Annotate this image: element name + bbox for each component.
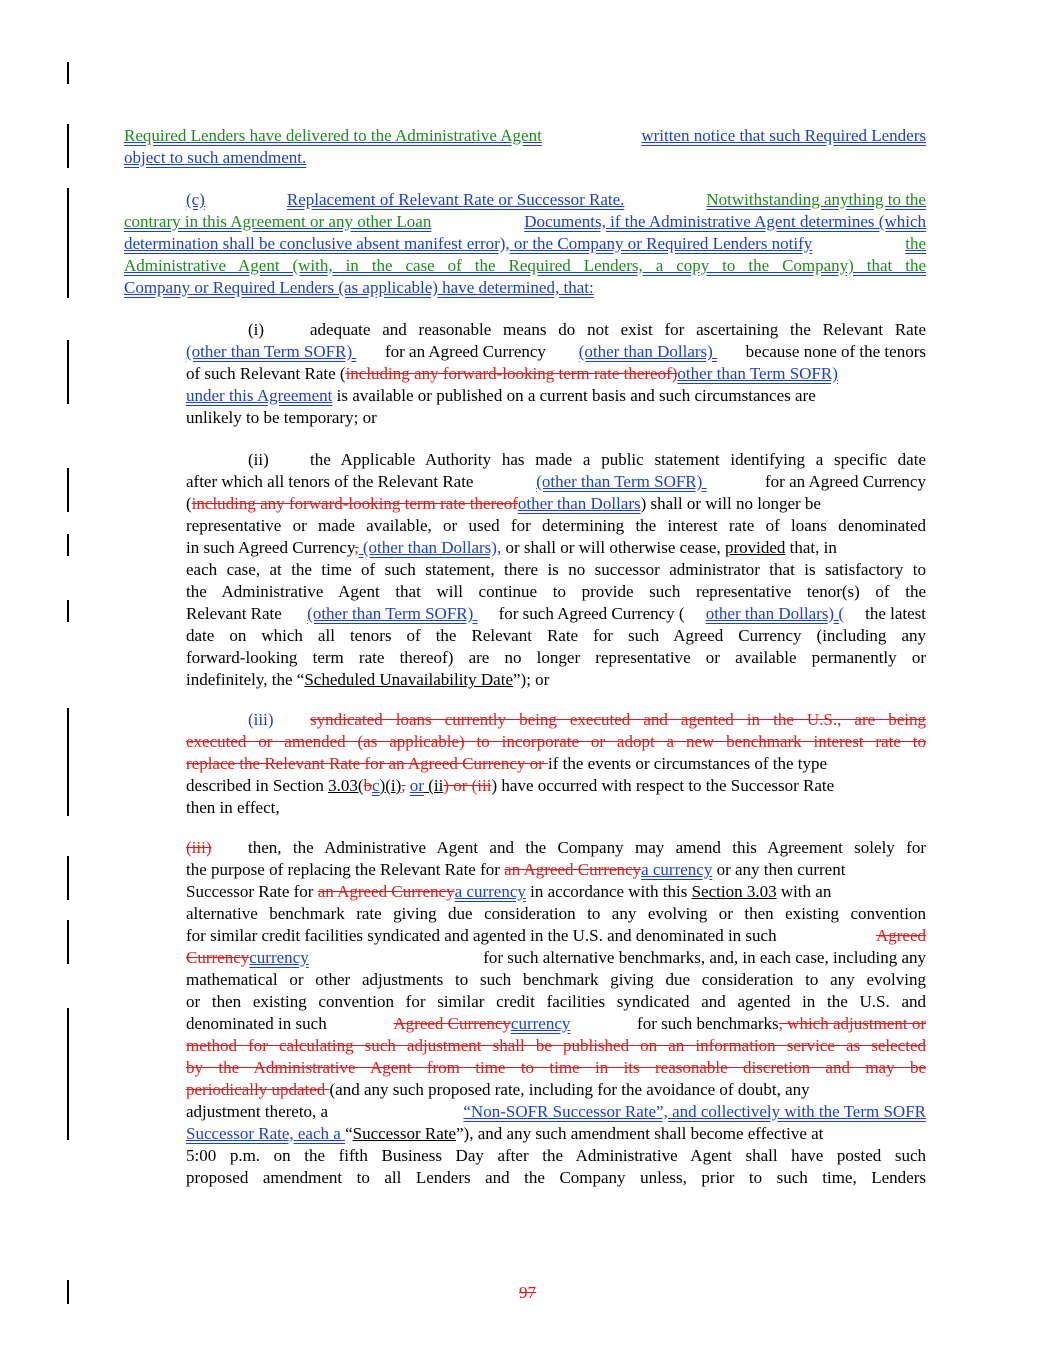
text-span: contrary in this Agreement or any other Loan: [124, 212, 432, 231]
deleted-text: , which adjustment or: [778, 1014, 926, 1033]
text-span: in accordance with this: [525, 882, 692, 901]
text-span: have occurred with respect to the Successor Rate: [497, 776, 835, 795]
text-span: representative or made available, or used for determining the interest rate of loans denominated: [186, 516, 926, 535]
deleted-text: an Agreed Currency: [317, 882, 455, 901]
text-span: then in effect,: [186, 798, 280, 817]
text-span: (and any such proposed rate, including for the avoidance of doubt, any: [329, 1080, 810, 1099]
text-span: date on which all tenors of the Relevant Rate for such Agreed Currency (including any: [186, 626, 926, 645]
inserted-text: “Non-SOFR Successor Rate”, and collectively with the Term SOFR: [463, 1102, 926, 1121]
text-span: 5:00 p.m. on the fifth Business Day after the Administrative Agent shall have posted such: [186, 1146, 926, 1165]
text-span: for an Agreed Currency: [384, 342, 551, 361]
text-span: Relevant Rate: [186, 604, 287, 623]
change-bar: [67, 708, 69, 816]
text-span: then, the Administrative Agent and the Company may amend this Agreement solely for: [248, 838, 926, 857]
text-span: under this Agreement: [186, 386, 333, 405]
text-span: in such Agreed Currency: [186, 538, 355, 557]
inserted-text: other than Term SOFR): [677, 364, 838, 383]
deleted-text: Currency: [186, 948, 250, 967]
deleted-text: including any forward-looking term rate thereof): [345, 364, 678, 383]
deleted-text: ,: [401, 776, 406, 795]
deleted-text: ) or (iii: [443, 776, 492, 795]
text-span: written notice that such Required Lenders: [641, 126, 926, 145]
defined-term: Successor Rate: [352, 1124, 457, 1143]
inserted-text: (other than Dollars),: [358, 538, 502, 557]
text-span: object to such amendment.: [124, 148, 307, 167]
text-span: (other than Term SOFR): [536, 472, 707, 491]
text-span: other than Dollars) (: [705, 604, 845, 623]
text-span: provided: [724, 538, 786, 557]
text-span: or shall or will otherwise cease,: [501, 538, 725, 557]
page-number: [0, 1283, 1055, 1303]
text-span: for an Agreed Currency: [765, 472, 926, 491]
item-iii-marker: (iii): [248, 710, 274, 729]
text-span: (: [186, 494, 192, 513]
text-span: Successor Rate for: [186, 882, 318, 901]
deleted-text: executed or amended (as applicable) to incorporate or adopt a new benchmark interest rate to: [186, 732, 926, 751]
text-span: ): [491, 776, 498, 795]
text-span: for such alternative benchmarks, and, in each case, including any: [483, 948, 926, 967]
text-span: proposed amendment to all Lenders and the Company unless, prior to such time, Lenders: [186, 1168, 926, 1187]
text-span: the purpose of replacing the Relevant Rate for: [186, 860, 505, 879]
text-span: ”), and any such amendment shall become effective at: [456, 1124, 824, 1143]
section-ref: (ii: [423, 776, 444, 795]
text-span: the Administrative Agent that will continue to provide such representative tenor(s) of the: [186, 582, 926, 601]
inserted-text: currency: [510, 1014, 571, 1033]
text-span: or any then current: [712, 860, 846, 879]
deleted-text: syndicated loans currently being executed and agented in the U.S., are being: [310, 710, 926, 729]
inserted-text: currency: [249, 948, 309, 967]
text-span: “: [345, 1124, 353, 1143]
inserted-text: a currency: [641, 860, 713, 879]
text-span: mathematical or other adjustments to such benchmark giving due consideration to any evolving: [186, 970, 926, 989]
text-span: of such Relevant Rate (: [186, 364, 346, 383]
inserted-text: a currency: [454, 882, 526, 901]
inserted-text: Successor Rate, each a: [186, 1124, 346, 1143]
section-ref: )(i): [379, 776, 402, 795]
deleted-text: including any forward-looking term rate thereof: [191, 494, 518, 513]
text-span: (other than Term SOFR): [186, 342, 357, 361]
deleted-text: ,: [354, 538, 359, 557]
text-span: if the events or circumstances of the type: [548, 754, 828, 773]
text-span: alternative benchmark rate giving due consideration to any evolving or then existing convention: [186, 904, 926, 923]
section-ref: 3.03(: [328, 776, 364, 795]
section-c-marker: (c): [186, 190, 205, 209]
change-bar: [67, 124, 69, 168]
text-span: denominated in such: [186, 1014, 327, 1033]
section-c-heading: Replacement of Relevant Rate or Successor Rate.: [286, 190, 625, 209]
text-span: for such Agreed Currency (: [498, 604, 685, 623]
change-bar: [67, 468, 69, 512]
text-span: is available or published on a current basis and such circumstances are: [332, 386, 816, 405]
text-span: adjustment thereto, a: [186, 1102, 333, 1121]
text-span: (other than Dollars): [578, 342, 718, 361]
text-span: with an: [776, 882, 832, 901]
text-span: each case, at the time of such statement, there is no successor administrator that is satisfactory to: [186, 560, 926, 579]
change-bar: [67, 340, 69, 404]
text-span: adequate and reasonable means do not exist for ascertaining the Relevant Rate: [310, 320, 926, 339]
text-span: because none of the tenors: [745, 342, 926, 361]
deleted-text: an Agreed Currency: [504, 860, 642, 879]
text-span: after which all tenors of the Relevant Rate: [186, 472, 478, 491]
deleted-text: b: [363, 776, 373, 795]
defined-term: Scheduled Unavailability Date: [304, 670, 513, 689]
page-number-text: 97: [519, 1283, 536, 1302]
text-span: Administrative Agent (with, in the case of the Required Lenders, a copy to the Company) that the: [124, 256, 926, 275]
deleted-text: Agreed Currency: [393, 1014, 511, 1033]
text-span: for similar credit facilities syndicated and agented in the U.S. and denominated in such: [186, 926, 777, 945]
item-ii-marker: (ii): [248, 450, 269, 469]
deleted-text: replace the Relevant Rate for an Agreed Currency or: [186, 754, 549, 773]
text-span: that, in: [785, 538, 837, 557]
text-span: the latest: [865, 604, 926, 623]
change-bar: [67, 1008, 69, 1140]
text-span: determination shall be conclusive absent manifest error), or the Company or Required Lenders notify: [124, 234, 813, 253]
text-span: the: [905, 234, 926, 253]
text-span: or then existing convention for similar credit facilities syndicated and agented in the U.S. and: [186, 992, 926, 1011]
deleted-marker: (iii): [186, 838, 212, 857]
deleted-text: by the Administrative Agent from time to time in its reasonable discretion and may be: [186, 1058, 926, 1077]
text-span: Required Lenders have delivered to the Administrative Agent: [124, 126, 542, 145]
text-span: unlikely to be temporary; or: [186, 408, 377, 427]
deleted-text: periodically updated: [186, 1080, 330, 1099]
text-span: Documents, if the Administrative Agent determines (which: [524, 212, 926, 231]
text-span: described in Section: [186, 776, 329, 795]
change-bar: [67, 188, 69, 298]
deleted-text: method for calculating such adjustment shall be published on an information service as selected: [186, 1036, 926, 1055]
text-span: ”); or: [513, 670, 550, 689]
text-span: for such benchmarks: [637, 1014, 779, 1033]
item-i-marker: (i): [248, 320, 265, 339]
change-bar: [67, 856, 69, 900]
text-span: forward-looking term rate thereof) are no longer representative or available permanently or: [186, 648, 926, 667]
text-span: ) shall or will no longer be: [640, 494, 821, 513]
deleted-text: Agreed: [875, 926, 926, 945]
change-bar: [67, 920, 69, 964]
change-bar: [67, 534, 69, 556]
change-bar: [67, 600, 69, 622]
inserted-text: other than Dollars: [517, 494, 641, 513]
inserted-text: or: [409, 776, 424, 795]
change-bar: [67, 62, 69, 84]
text-span: indefinitely, the “: [186, 670, 305, 689]
text-span: (other than Term SOFR): [307, 604, 478, 623]
text-span: Company or Required Lenders (as applicable) have determined, that:: [124, 278, 594, 297]
section-ref: Section 3.03: [691, 882, 777, 901]
inserted-text: c: [372, 776, 380, 795]
text-span: the Applicable Authority has made a public statement identifying a specific date: [310, 450, 926, 469]
text-span: Notwithstanding anything to the: [706, 190, 926, 209]
